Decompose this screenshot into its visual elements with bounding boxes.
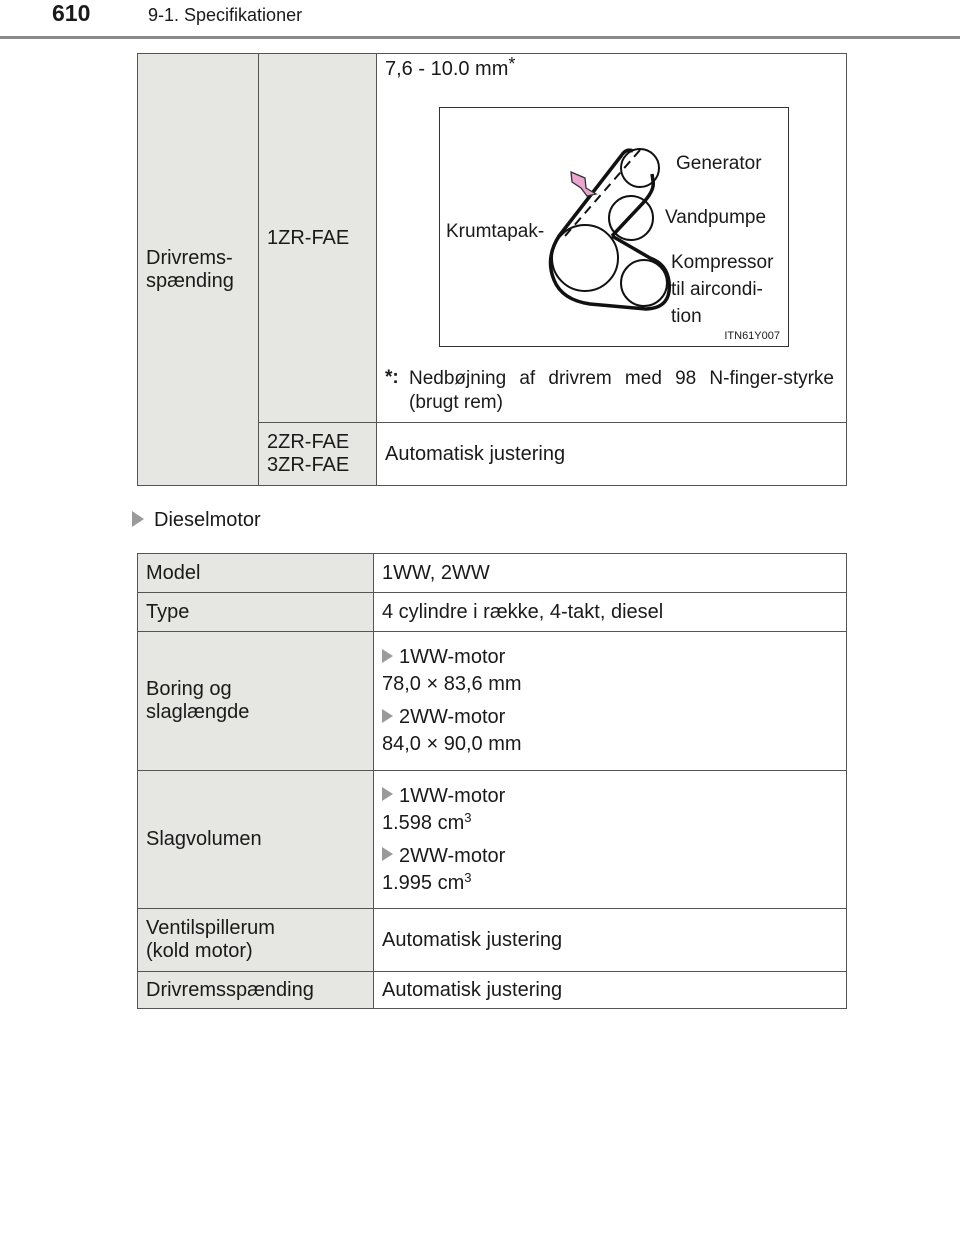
belt-diagram bbox=[439, 107, 789, 347]
type-value: 4 cylindre i række, 4-takt, diesel bbox=[374, 593, 847, 632]
compressor-pulley bbox=[621, 260, 667, 306]
bullet-triangle-icon bbox=[382, 649, 393, 663]
table-row bbox=[138, 909, 847, 972]
deflection-cell bbox=[377, 54, 847, 423]
displacement-label: Slagvolumen bbox=[138, 771, 374, 909]
belt-deflected-line bbox=[565, 150, 640, 236]
generator-label: Generator bbox=[676, 153, 762, 174]
belt-tension-label-diesel: Drivremsspænding bbox=[138, 972, 374, 1009]
table-row bbox=[138, 771, 847, 909]
table-row bbox=[138, 972, 847, 1009]
water-pump-label: Vandpumpe bbox=[665, 207, 767, 228]
bore-stroke-label: Boring og slaglængde bbox=[138, 632, 374, 771]
table-row bbox=[138, 632, 847, 771]
deflection-value: 7,6 - 10.0 mm* bbox=[385, 54, 516, 80]
engine-1zr-label: 1ZR-FAE bbox=[259, 54, 377, 423]
type-label: Type bbox=[138, 593, 374, 632]
table-row bbox=[138, 54, 847, 423]
drive-belt-right bbox=[612, 174, 653, 236]
belt-tension-value-diesel: Automatisk justering bbox=[374, 972, 847, 1009]
belt-tension-table bbox=[137, 53, 847, 486]
engine-2zr-3zr-label: 2ZR-FAE 3ZR-FAE bbox=[259, 423, 377, 486]
bore-stroke-value: 1WW-motor 78,0 × 83,6 mm 2WW-motor 84,0 × 90,0 mm bbox=[374, 632, 847, 771]
compressor-label: Kompressor til aircondi- tion bbox=[671, 252, 774, 327]
deflection-note: *: Nedbøjning af drivrem med 98 N-finger-styrke (brugt rem) bbox=[385, 367, 834, 413]
diesel-heading: Dieselmotor bbox=[132, 509, 261, 532]
diesel-spec-table bbox=[137, 553, 847, 1009]
valve-clearance-label: Ventilspillerum (kold motor) bbox=[138, 909, 374, 972]
page-header bbox=[0, 0, 960, 40]
bullet-triangle-icon bbox=[132, 511, 144, 527]
section-title: 9-1. Specifikationer bbox=[148, 5, 303, 25]
bullet-triangle-icon bbox=[382, 847, 393, 861]
figure-code: ITN61Y007 bbox=[724, 330, 780, 342]
table-row bbox=[138, 554, 847, 593]
crankshaft-label: Krumtapak- bbox=[446, 221, 545, 242]
auto-adjust-value: Automatisk justering bbox=[377, 423, 847, 486]
model-label: Model bbox=[138, 554, 374, 593]
displacement-value: 1WW-motor 1.598 $cm^3$ 2WW-motor 1.995 $cm^3$ bbox=[374, 771, 847, 909]
bullet-triangle-icon bbox=[382, 787, 393, 801]
header-rule bbox=[0, 36, 960, 39]
pressing-arrow bbox=[571, 172, 596, 196]
valve-clearance-value: Automatisk justering bbox=[374, 909, 847, 972]
model-value: 1WW, 2WW bbox=[374, 554, 847, 593]
belt-tension-label: Drivrems- spænding bbox=[138, 54, 259, 486]
bullet-triangle-icon bbox=[382, 709, 393, 723]
table-row bbox=[138, 593, 847, 632]
page-number: 610 bbox=[52, 0, 91, 26]
